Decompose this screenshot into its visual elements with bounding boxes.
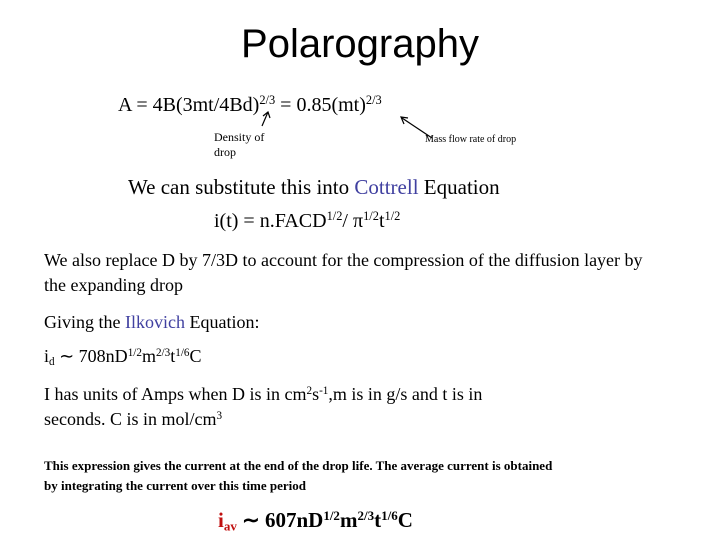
- cottrell-eq-exp-3: 1/2: [384, 209, 401, 224]
- ilkovich-intro-suffix: Equation:: [185, 312, 260, 332]
- ilkovich-approx: ∼ 708nD: [54, 346, 128, 366]
- eq-a-exponent-1: 2/3: [259, 93, 276, 108]
- pi-symbol: π: [352, 210, 364, 232]
- cottrell-eq-slash: /: [342, 210, 353, 232]
- eq-a-part-4: = 0.85(mt): [275, 94, 366, 116]
- average-exp-3: 1/6: [381, 507, 398, 523]
- density-annotation: [214, 130, 264, 160]
- average-m: m: [339, 508, 358, 532]
- slide-title: Polarography: [241, 22, 479, 66]
- units-part-1: I has units of Amps when D is in cm: [44, 384, 307, 404]
- density-arrow: [262, 112, 270, 126]
- cottrell-term: Cottrell: [354, 175, 419, 199]
- average-subscript: av: [223, 518, 237, 534]
- cottrell-eq-t: t: [378, 210, 385, 232]
- units-paragraph: [44, 382, 482, 432]
- units-part-2: s: [312, 384, 320, 404]
- average-c: C: [397, 508, 413, 532]
- density-label-line-2: drop: [214, 145, 236, 159]
- average-i: i: [218, 508, 224, 532]
- mass-flow-annotation: Mass flow rate of drop: [425, 134, 517, 145]
- units-exp-2: -1: [319, 384, 329, 397]
- ilkovich-subscript: d: [49, 355, 55, 368]
- average-exp-1: 1/2: [323, 507, 340, 523]
- cottrell-eq-main: i(t) = n.FACD: [214, 210, 327, 232]
- units-line-2: [44, 407, 482, 432]
- eq-a-lhs: A = 4: [118, 94, 163, 116]
- density-label-line-1: Density of: [214, 130, 265, 144]
- ilkovich-intro-prefix: Giving the: [44, 312, 125, 332]
- ilkovich-equation: [44, 346, 202, 367]
- ilkovich-exp-2: 2/3: [155, 346, 171, 359]
- eq-a-glyph-2: B: [229, 94, 243, 116]
- eq-a-part-3: d): [242, 94, 260, 116]
- ilkovich-term: Ilkovich: [125, 312, 185, 332]
- ilkovich-m: m: [141, 346, 156, 366]
- ilkovich-exp-3: 1/6: [175, 346, 190, 359]
- average-exp-2: 2/3: [357, 507, 375, 523]
- units-line-1: [44, 382, 482, 407]
- cottrell-intro: [128, 175, 500, 200]
- ilkovich-exp-1: 1/2: [127, 346, 142, 359]
- cottrell-equation: [214, 210, 400, 233]
- units-exp-3: 3: [216, 409, 223, 422]
- ilkovich-i: i: [44, 346, 50, 366]
- units-exp-1: 2: [306, 384, 313, 397]
- replace-d-paragraph: We also replace D by 7/3D to account for the compression of the diffusion layer by the expanding drop: [44, 250, 643, 295]
- units-part-3: ,m is in g/s and t is in: [328, 384, 483, 404]
- cottrell-intro-suffix: Equation: [418, 175, 500, 199]
- eq-a-exponent-2: 2/3: [365, 93, 382, 108]
- cottrell-eq-exp-2: 1/2: [363, 209, 379, 224]
- ilkovich-intro: [44, 312, 260, 333]
- average-t: t: [374, 508, 382, 532]
- average-current-equation: [218, 508, 413, 533]
- expression-paragraph: This expression gives the current at the end of the drop life. The average current is obtained by integrating the current over this time period: [44, 458, 553, 493]
- ilkovich-c: C: [189, 346, 202, 366]
- cottrell-intro-prefix: We can substitute this into: [128, 175, 355, 199]
- units-line-2-text: seconds. C is in mol/cm: [44, 409, 217, 429]
- average-approx: ∼ 607nD: [236, 508, 324, 532]
- cottrell-eq-exp-1: 1/2: [326, 209, 343, 224]
- eq-a-part-2: (3mt/4: [175, 94, 230, 116]
- eq-a-glyph-1: B: [162, 94, 176, 116]
- ilkovich-t: t: [170, 346, 176, 366]
